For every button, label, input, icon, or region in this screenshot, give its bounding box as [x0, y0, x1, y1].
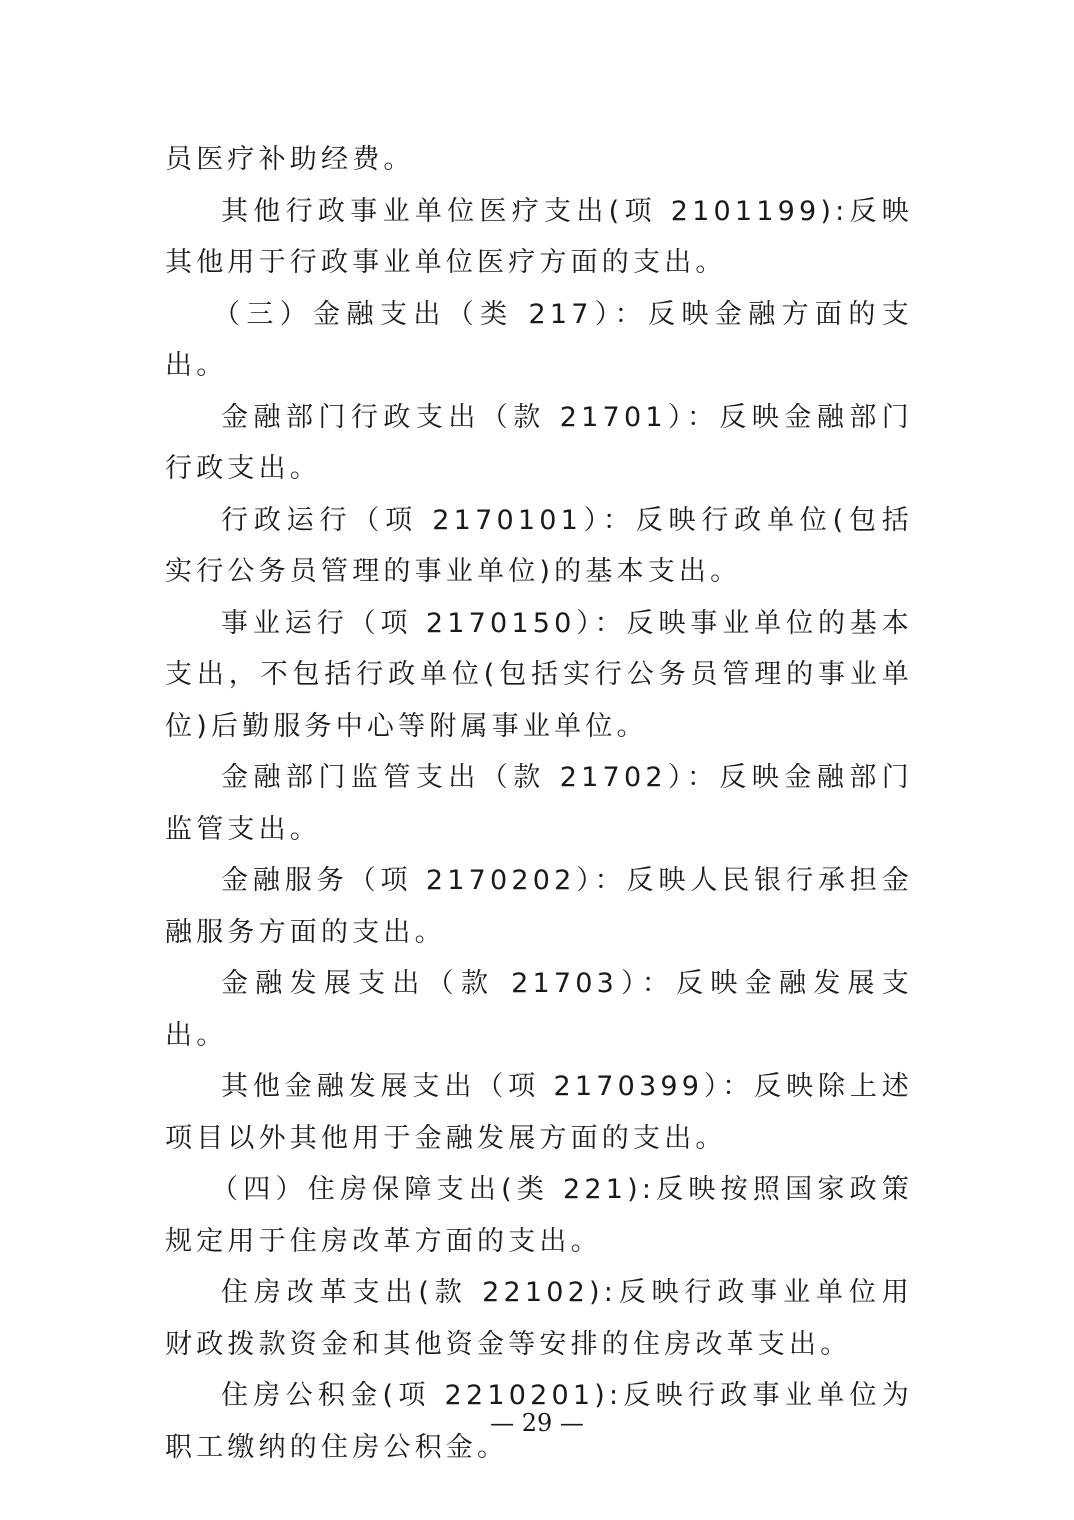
paragraph-housing-provident-fund: 住房公积金(项 2210201):反映行政事业单位为职工缴纳的住房公积金。: [165, 1380, 913, 1463]
paragraph-financial-services: 金融服务（项 2170202）：反映人民银行承担金融服务方面的支出。: [165, 865, 913, 948]
paragraph-housing-reform-expense: 住房改革支出(款 22102):反映行政事业单位用财政拨款资金和其他资金等安排的住房改革支出。: [165, 1277, 913, 1360]
paragraph-continuation: 员医疗补助经费。: [165, 144, 415, 175]
page-number: — 29 —: [490, 1409, 584, 1437]
paragraph-institution-operation: 事业运行（项 2170150）：反映事业单位的基本支出，不包括行政单位(包括实行公务员管理的事业单位)后勤服务中心等附属事业单位。: [165, 607, 913, 742]
paragraph-financial-admin-expense: 金融部门行政支出（款 21701）：反映金融部门行政支出。: [165, 401, 913, 484]
paragraph-financial-supervision-expense: 金融部门监管支出（款 21702）：反映金融部门监管支出。: [165, 762, 913, 845]
document-body: [165, 134, 913, 1473]
paragraph-financial-development-expense: 金融发展支出（款 21703）：反映金融发展支出。: [165, 968, 913, 1051]
paragraph-other-financial-development: 其他金融发展支出（项 2170399）：反映除上述项目以外其他用于金融发展方面的支出。: [165, 1071, 913, 1154]
section-heading-financial-expense: （三）金融支出（类 217）：反映金融方面的支出。: [165, 298, 913, 381]
section-heading-housing-security: （四）住房保障支出(类 221):反映按照国家政策规定用于住房改革方面的支出。: [165, 1174, 913, 1257]
paragraph-other-medical-expense: 其他行政事业单位医疗支出(项 2101199):反映其他用于行政事业单位医疗方面的支出。: [165, 195, 913, 278]
paragraph-admin-operation: 行政运行（项 2170101）：反映行政单位(包括实行公务员管理的事业单位)的基本支出。: [165, 504, 913, 587]
